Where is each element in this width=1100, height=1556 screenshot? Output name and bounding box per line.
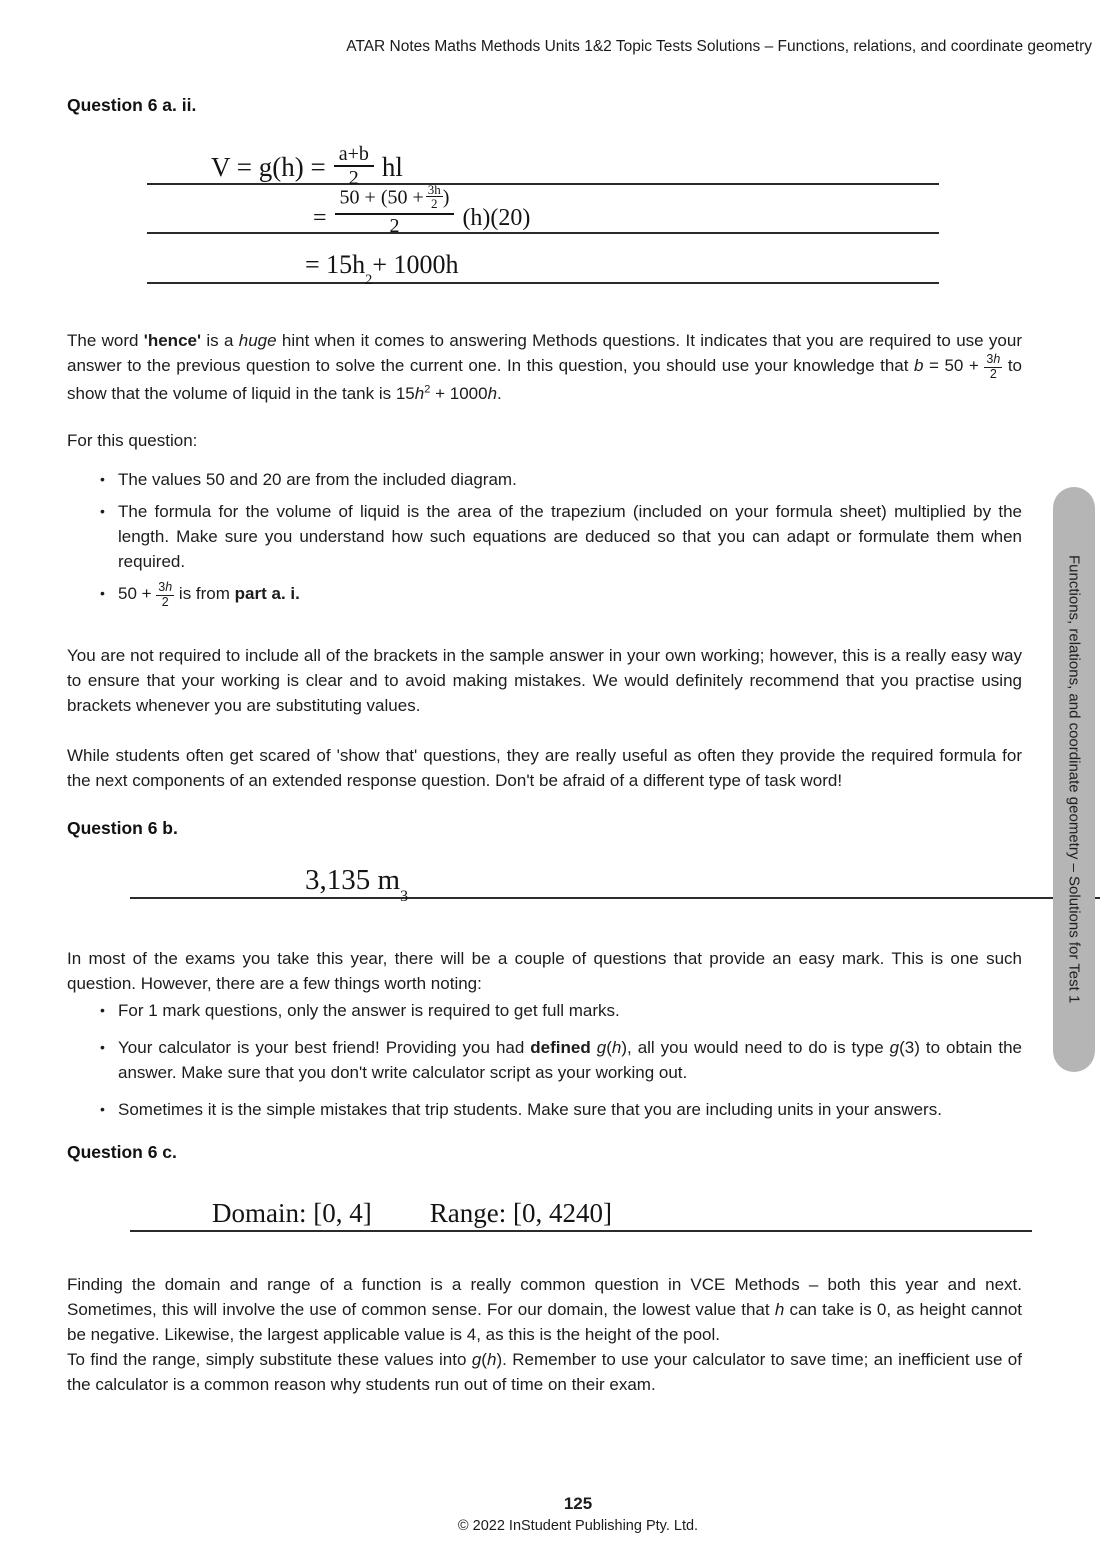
- text-segment: (: [606, 1038, 612, 1057]
- text-segment: is a: [201, 331, 239, 350]
- fraction-numerator: 3h: [427, 181, 441, 197]
- italic-text: h: [611, 1038, 622, 1057]
- hw-range: Range: [0, 4240]: [429, 1198, 612, 1228]
- question-6aii-heading: Question 6 a. ii.: [67, 95, 197, 115]
- hw-text: hl: [381, 152, 403, 182]
- text-segment: (: [481, 1350, 487, 1369]
- inline-fraction: [156, 581, 174, 609]
- text-segment: 50 +: [118, 584, 157, 603]
- paragraph-brackets: You are not required to include all of the brackets in the sample answer in your own working; however, this is a really easy way to ensure that your working is clear and to avoid making mistakes. We would definitely recommend that you practise using brackets whenever you are substituting values.: [67, 646, 1022, 715]
- list-item: [67, 499, 1022, 574]
- bullet-list-6b: [67, 998, 1022, 1129]
- paragraph-hence: [67, 328, 1022, 406]
- handwritten-line-2: [147, 181, 939, 237]
- hw-text: =: [313, 205, 327, 231]
- list-item: [67, 998, 1022, 1023]
- bold-text: defined: [530, 1038, 591, 1057]
- fraction-numerator: [335, 181, 455, 215]
- bullet-list-6aii: [67, 467, 1022, 616]
- italic-text: huge: [238, 331, 277, 350]
- hw-domain: Domain: [0, 4]: [212, 1198, 372, 1228]
- italic-text: h: [487, 384, 498, 404]
- text-segment: ), all you would need to do is type: [621, 1038, 890, 1057]
- text-segment: + 1000: [430, 384, 488, 404]
- bold-text: part a. i.: [234, 584, 300, 603]
- handwritten-answer-6c: [130, 1183, 1032, 1232]
- italic-text: h: [774, 1300, 785, 1319]
- italic-text: h: [165, 580, 173, 595]
- page-number: 125: [563, 1494, 593, 1513]
- copyright-notice: © 2022 InStudent Publishing Pty. Ltd.: [457, 1518, 699, 1534]
- question-6b-heading: Question 6 b.: [67, 818, 178, 838]
- text-segment: The formula for the volume of liquid is the area of the trapezium (included on your formula sheet) multiplied by the length. Make sure you understand how such equations are deduced so that you can adapt or formulate them when required.: [118, 502, 1022, 571]
- text-segment: The word: [67, 331, 144, 350]
- text-segment: ). Remember to use your calculator to save time; an inefficient use of the calculator is a common reason why students run out of time on their exam.: [67, 1350, 1022, 1394]
- text-segment: The values 50 and 20 are from the included diagram.: [118, 470, 517, 489]
- list-item: [67, 581, 1022, 609]
- list-item: [67, 467, 1022, 492]
- fraction-denominator: 2: [389, 215, 400, 237]
- text-segment: Sometimes it is the simple mistakes that trip students. Make sure that you are including units in your answers.: [118, 1100, 942, 1119]
- paragraph-6b-intro: In most of the exams you take this year, there will be a couple of questions that provide an easy mark. This is one such question. However, there are a few things worth noting:: [67, 949, 1022, 993]
- hw-text: = 15h: [305, 250, 366, 279]
- fraction: [335, 181, 455, 238]
- paragraph-6c: [67, 1272, 1022, 1397]
- list-item: [67, 1035, 1022, 1085]
- side-tab-label: Functions, relations, and coordinate geometry – Solutions for Test 1: [1065, 555, 1083, 1004]
- text-segment: 3: [986, 352, 994, 367]
- hw-text: ): [442, 186, 450, 209]
- text-segment: hint when it comes to answering Methods questions. It indicates that you are required to use your answer to the previous question to solve the current one. In this question, you should use your knowledge that: [67, 331, 1022, 375]
- fraction-denominator: 2: [989, 366, 997, 381]
- italic-text: h: [414, 384, 425, 404]
- fraction-numerator: a+b: [334, 143, 374, 167]
- text-segment: Your calculator is your best friend! Providing you had: [118, 1038, 531, 1057]
- text-segment: to show that the volume of liquid in the tank is 15: [67, 356, 1022, 404]
- hw-text: (h)(20): [462, 205, 531, 231]
- hw-text: + 1000h: [372, 250, 459, 279]
- text-segment: can take is 0, as height cannot be negative. Likewise, the largest applicable value is 4, as this is the height of the pool.: [67, 1300, 1023, 1344]
- list-item: [67, 1097, 1022, 1122]
- fraction: [334, 143, 374, 189]
- hw-text: 3,135 m: [305, 864, 401, 896]
- fraction-numerator: [984, 353, 1002, 368]
- text-segment: .: [497, 384, 502, 404]
- text-segment: is from: [174, 584, 235, 603]
- hw-text: 50 + (50 +: [339, 186, 424, 209]
- handwritten-line-3: = 15h 2 + 1000h: [147, 234, 939, 284]
- fraction-numerator: [156, 581, 174, 596]
- fraction-denominator: 2: [348, 167, 359, 189]
- italic-text: g: [596, 1038, 607, 1057]
- hw-text: V = g(h) =: [211, 152, 326, 182]
- chapter-side-tab: [1053, 487, 1095, 1072]
- for-this-question-label: For this question:: [67, 431, 198, 450]
- inline-fraction: [984, 353, 1002, 381]
- text-segment: Finding the domain and range of a function is a really common question in VCE Methods – both this year and next. Sometimes, this will involve the use of common sense. For our domain, the lowest value that: [67, 1275, 1022, 1319]
- handwritten-answer-6b: 3,135 m 3: [130, 852, 1100, 899]
- superscript: 2: [424, 383, 431, 396]
- page-header: ATAR Notes Maths Methods Units 1&2 Topic Tests Solutions – Functions, relations, and coordinate geometry: [346, 38, 1092, 55]
- italic-text: h: [993, 352, 1001, 367]
- fraction-denominator: 2: [431, 196, 438, 212]
- paragraph-showthat: While students often get scared of 'show that' questions, they are really useful as often they provide the required formula for the next components of an extended response question. Don't be afraid of a different type of task word!: [67, 746, 1022, 790]
- italic-text: g: [889, 1038, 900, 1057]
- bold-text: 'hence': [143, 331, 202, 350]
- text-segment: For 1 mark questions, only the answer is required to get full marks.: [118, 1001, 620, 1020]
- text-segment: (3) to obtain the answer. Make sure that you don't write calculator script as your working out.: [118, 1038, 1022, 1082]
- handwritten-working-6aii: [147, 131, 939, 288]
- text-segment: = 50 +: [923, 356, 985, 375]
- text-segment: 3: [158, 580, 166, 595]
- fraction-denominator: 2: [161, 594, 169, 609]
- question-6c-heading: Question 6 c.: [67, 1142, 177, 1162]
- text-segment: To find the range, simply substitute these values into: [67, 1350, 472, 1369]
- italic-text: g: [471, 1350, 482, 1369]
- nested-fraction: [426, 183, 443, 211]
- italic-text: h: [486, 1350, 497, 1369]
- italic-text: b: [914, 356, 924, 375]
